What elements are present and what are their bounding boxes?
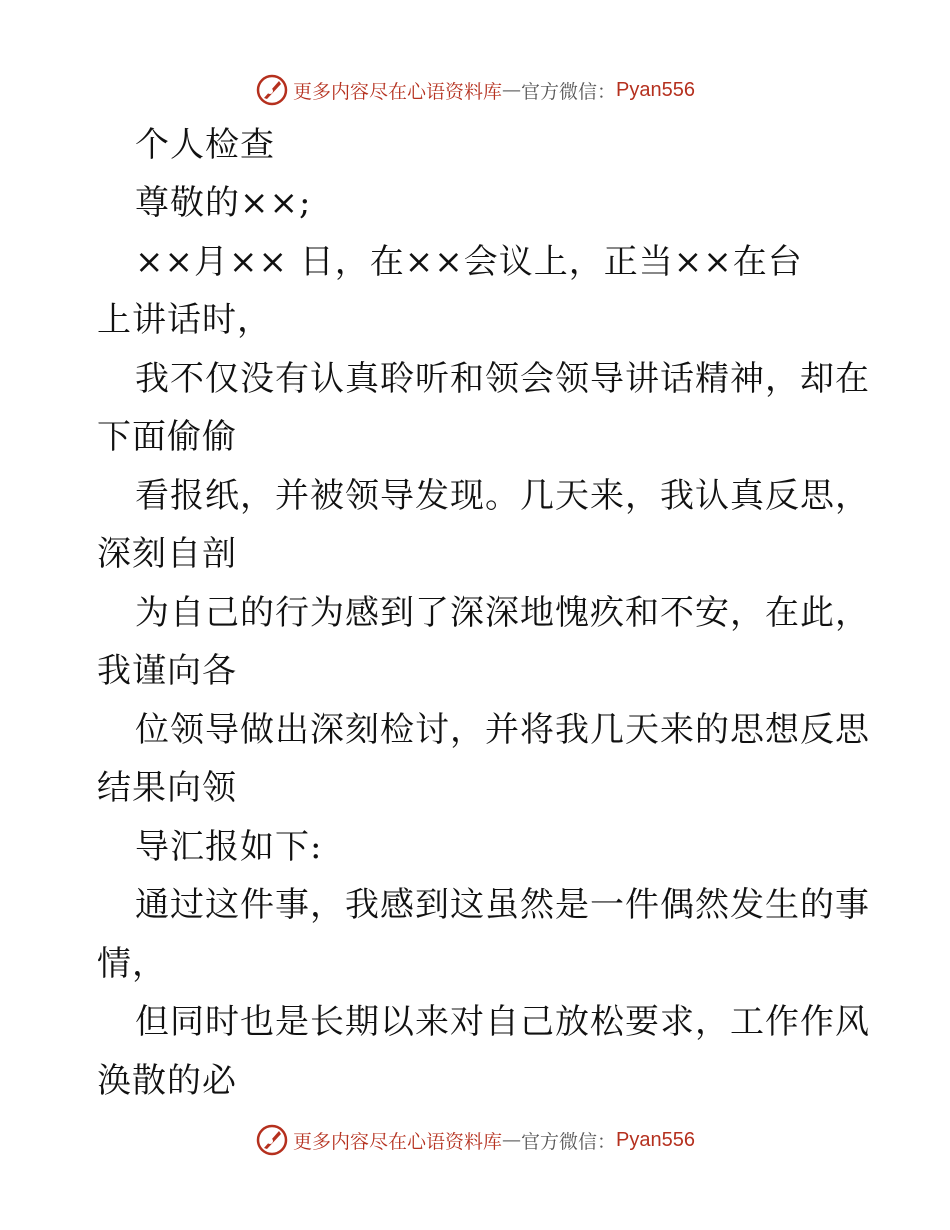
banner-slogan: 更多内容尽在心语资料库 (293, 80, 503, 103)
doc-line: 导汇报如下: (135, 827, 323, 867)
doc-line: 但同时也是长期以来对自己放松要求，工作作风 (135, 1002, 870, 1042)
doc-line: 我谨向各 (97, 651, 237, 691)
banner-wechat-id: Pyan556 (616, 1128, 695, 1151)
doc-line: 通过这件事，我感到这虽然是一件偶然发生的事 (135, 885, 870, 925)
banner-separator: — (502, 1129, 522, 1151)
doc-title: 个人检查 (135, 125, 275, 165)
doc-salutation: 尊敬的××; (135, 183, 312, 223)
banner-slogan: 更多内容尽在心语资料库 (293, 1130, 503, 1153)
doc-line: 位领导做出深刻检讨，并将我几天来的思想反思 (135, 710, 870, 750)
doc-line: 情， (97, 944, 167, 984)
banner-wechat-id: Pyan556 (616, 78, 695, 101)
doc-line: 看报纸，并被领导发现。几天来，我认真反思， (135, 476, 870, 516)
banner-wechat-label: 官方微信： (521, 80, 617, 103)
doc-line: 下面偷偷 (97, 417, 237, 457)
doc-line: 深刻自剖 (97, 534, 237, 574)
doc-line: 涣散的必 (97, 1061, 237, 1101)
banner-wechat-label: 官方微信： (521, 1130, 617, 1153)
quill-logo-icon (255, 73, 289, 107)
doc-line: 我不仅没有认真聆听和领会领导讲话精神，却在 (135, 359, 870, 399)
footer-banner (0, 1120, 950, 1160)
doc-line: 为自己的行为感到了深深地愧疚和不安，在此， (135, 593, 870, 633)
doc-line: 上讲话时， (97, 300, 272, 340)
banner-separator: — (502, 79, 522, 101)
header-banner (0, 70, 950, 110)
quill-logo-icon (255, 1123, 289, 1157)
doc-line: 结果向领 (97, 768, 237, 808)
doc-line: ××月×× 日，在××会议上，正当××在台 (135, 242, 803, 282)
